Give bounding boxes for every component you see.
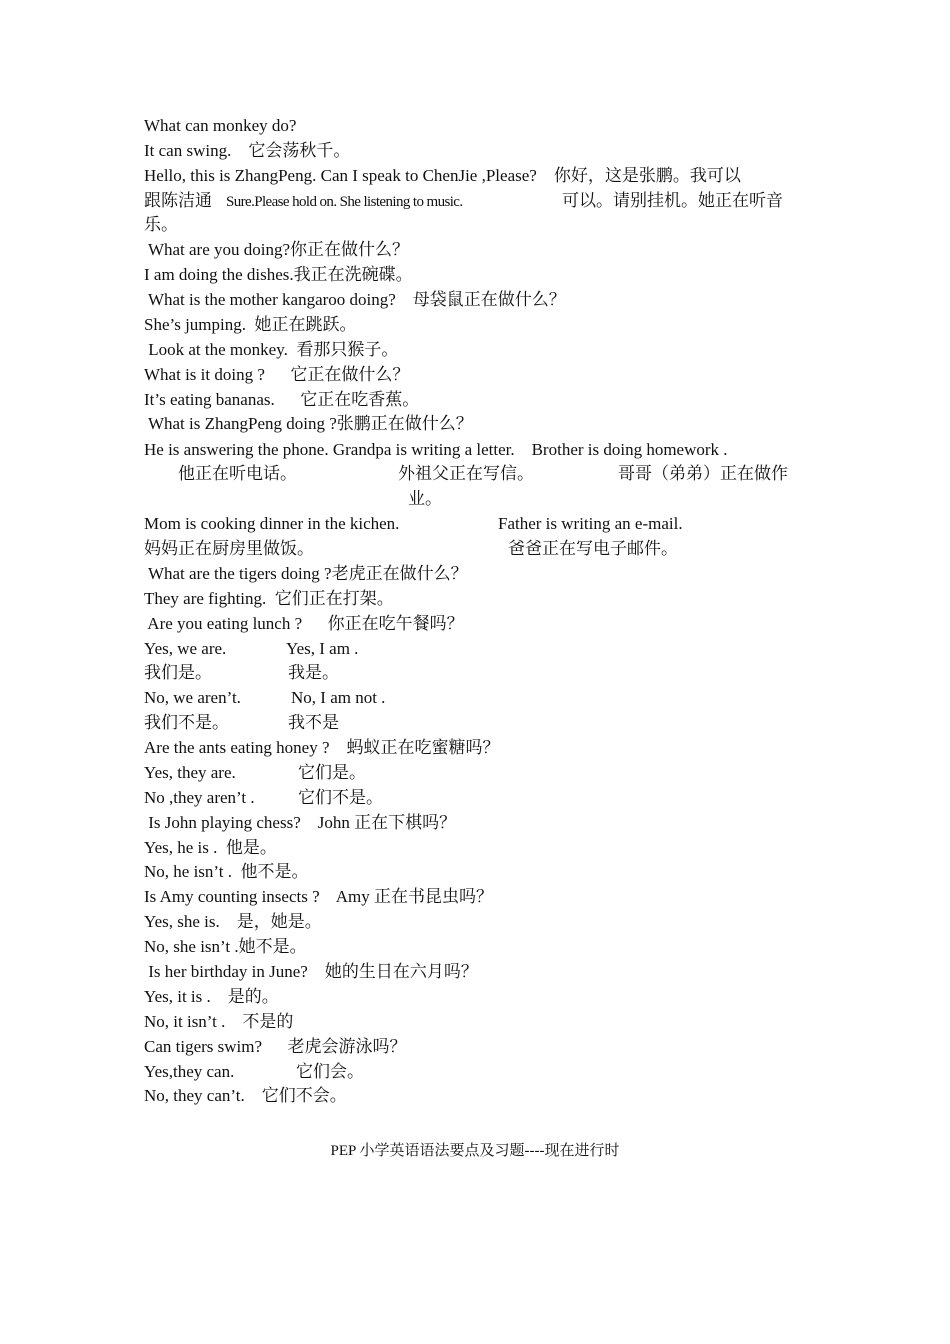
text-line: What can monkey do?	[144, 116, 297, 135]
text-line: 爸爸正在写电子邮件。	[508, 539, 678, 558]
text-line: No, I am not .	[291, 688, 386, 707]
text-line: Father is writing an e-mail.	[498, 514, 683, 533]
text-line: What is it doing ? 它正在做什么？	[144, 365, 410, 384]
text-line: 跟陈洁通	[144, 191, 212, 210]
text-line: Yes,they can.	[144, 1062, 235, 1081]
text-line: Look at the monkey. 看那只猴子。	[144, 340, 399, 359]
text-line: 乐。	[144, 215, 178, 234]
text-line: He is answering the phone. Grandpa is writing a letter. Brother is doing homework .	[144, 440, 728, 459]
text-line: Yes, he is . 他是。	[144, 838, 277, 857]
text-line: No, they can’t. 它们不会。	[144, 1086, 347, 1105]
text-line: 他正在听电话。	[178, 464, 297, 483]
text-line: What are you doing?你正在做什么？	[144, 240, 410, 259]
text-line: 它们不是。	[298, 788, 383, 807]
text-line: Is John playing chess? John 正在下棋吗？	[144, 813, 457, 832]
text-line: No, she isn’t .她不是。	[144, 937, 307, 956]
text-line: Can tigers swim? 老虎会游泳吗？	[144, 1037, 407, 1056]
text-line: 它们会。	[296, 1062, 364, 1081]
text-line: 外祖父正在写信。	[398, 464, 534, 483]
text-line: 可以。请别挂机。她正在听音	[562, 191, 783, 210]
text-line: Is Amy counting insects ? Amy 正在书昆虫吗？	[144, 887, 493, 906]
text-line: Yes, I am .	[286, 639, 359, 658]
page-footer: PEP 小学英语语法要点及习题----现在进行时	[330, 1143, 620, 1159]
text-line: 我们不是。	[144, 713, 229, 732]
text-line: It can swing. 它会荡秋千。	[144, 141, 351, 160]
text-line: She’s jumping. 她正在跳跃。	[144, 315, 357, 334]
text-line: It’s eating bananas. 它正在吃香蕉。	[144, 390, 420, 409]
text-line: Are you eating lunch ? 你正在吃午餐吗？	[144, 614, 464, 633]
text-line: No, we aren’t.	[144, 688, 241, 707]
text-line: I am doing the dishes.我正在洗碗碟。	[144, 265, 413, 284]
text-line: Hello, this is ZhangPeng. Can I speak to ChenJie ,Please? 你好，这是张鹏。我可以	[144, 166, 741, 185]
text-line: Yes, she is. 是，她是。	[144, 912, 322, 931]
text-line: 它们是。	[298, 763, 366, 782]
text-line: Mom is cooking dinner in the kichen.	[144, 514, 400, 533]
text-line: Yes, we are.	[144, 639, 227, 658]
text-line: Yes, they are.	[144, 763, 236, 782]
text-line: Yes, it is . 是的。	[144, 987, 279, 1006]
text-line: They are fighting. 它们正在打架。	[144, 589, 394, 608]
text-line: 业。	[408, 489, 442, 508]
text-line: No ,they aren’t .	[144, 788, 255, 807]
text-line: Is her birthday in June? 她的生日在六月吗？	[144, 962, 478, 981]
text-line: 我是。	[288, 663, 339, 682]
text-line: 妈妈正在厨房里做饭。	[144, 539, 314, 558]
text-line: 我们是。	[144, 663, 212, 682]
text-line: What are the tigers doing ?老虎正在做什么？	[144, 564, 468, 583]
text-line: What is ZhangPeng doing ?张鹏正在做什么？	[144, 414, 473, 433]
text-line: No, it isn’t . 不是的	[144, 1012, 294, 1031]
text-line: 我不是	[288, 713, 339, 732]
text-line: What is the mother kangaroo doing? 母袋鼠正在做什么？	[144, 290, 566, 309]
text-line: 哥哥（弟弟）正在做作	[618, 464, 788, 483]
text-line: No, he isn’t . 他不是。	[144, 862, 309, 881]
text-line: Are the ants eating honey ? 蚂蚁正在吃蜜糖吗？	[144, 738, 500, 757]
text-line: Sure.Please hold on. She listening to music.	[226, 194, 463, 210]
